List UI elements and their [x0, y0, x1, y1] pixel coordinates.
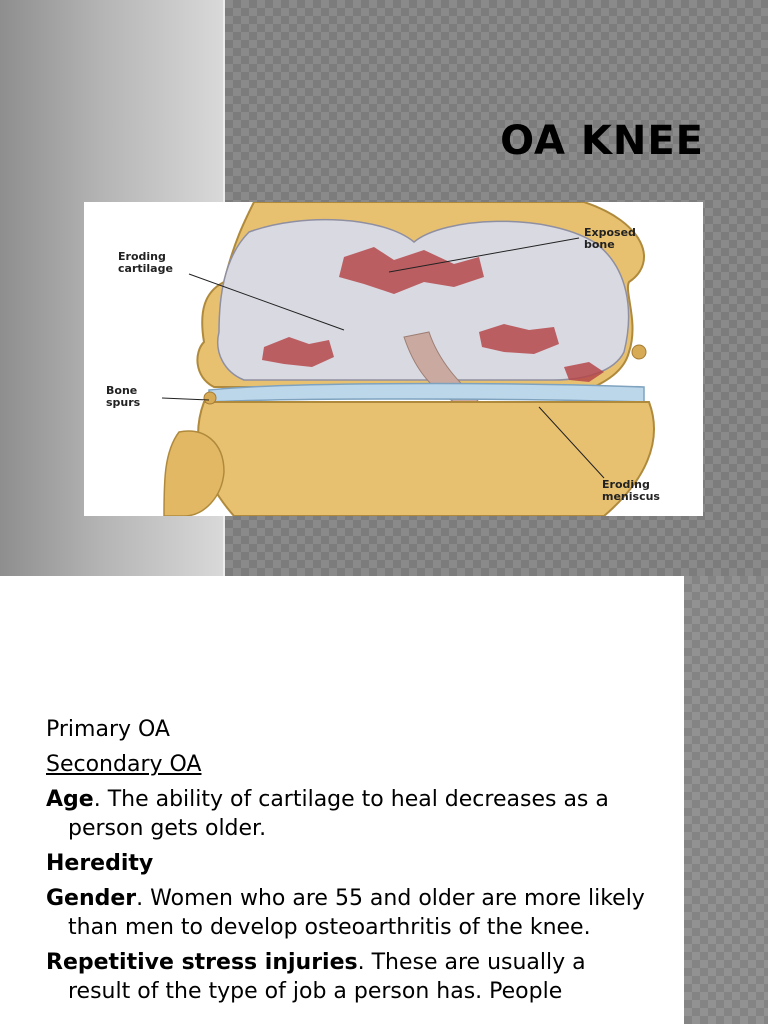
repetitive-text: . These are usually a result of the type of job a person has. People — [68, 950, 586, 1004]
label-bone-spurs-1: Bone — [106, 384, 138, 397]
label-exposed-bone-2: bone — [584, 238, 615, 251]
label-bone-spurs-2: spurs — [106, 396, 141, 409]
leader-bone-spurs — [162, 398, 209, 400]
slide-body-text — [46, 715, 646, 1012]
item-age — [46, 785, 646, 843]
label-eroding-meniscus-2: meniscus — [602, 490, 660, 503]
item-heredity — [46, 849, 646, 878]
item-repetitive-stress — [46, 948, 646, 1006]
label-exposed-bone-1: Exposed — [584, 226, 636, 239]
bone-spur-left — [204, 392, 216, 404]
knee-illustration — [84, 202, 703, 516]
label-eroding-cartilage-1: Eroding — [118, 250, 166, 263]
item-primary-oa — [46, 715, 646, 744]
age-text: . The ability of cartilage to heal decreases as a person gets older. — [68, 787, 609, 841]
repetitive-term: Repetitive stress injuries — [46, 950, 358, 975]
fibula-bone — [164, 431, 224, 516]
bone-spur-right — [632, 345, 646, 359]
item-gender — [46, 884, 646, 942]
knee-joint-drawing — [84, 202, 703, 516]
patterned-side-strip — [684, 576, 768, 1024]
item-secondary-oa[interactable] — [46, 750, 646, 779]
label-eroding-cartilage-2: cartilage — [118, 262, 173, 275]
tibia-bone — [198, 402, 654, 516]
primary-oa-text: Primary OA — [46, 717, 170, 742]
gender-term: Gender — [46, 886, 137, 911]
meniscus — [209, 384, 644, 402]
secondary-oa-link[interactable]: Secondary OA — [46, 752, 202, 777]
gender-text: . Women who are 55 and older are more likely than men to develop osteoarthritis of the knee. — [68, 886, 645, 940]
heredity-term: Heredity — [46, 851, 154, 876]
label-eroding-meniscus-1: Eroding — [602, 478, 650, 491]
age-term: Age — [46, 787, 94, 812]
slide-oa-causes — [0, 576, 768, 1024]
slide-title: OA KNEE — [500, 118, 704, 164]
